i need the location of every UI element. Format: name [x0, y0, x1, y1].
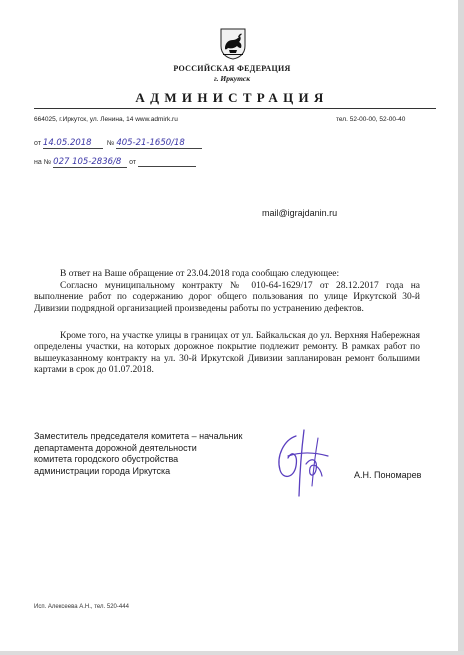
- incoming-date-blank: [138, 159, 196, 167]
- outgoing-date: 14.05.2018: [43, 138, 103, 149]
- from-label: от: [34, 140, 41, 147]
- on-from-label: от: [129, 159, 137, 166]
- on-number-label: на №: [34, 159, 52, 166]
- body-paragraph-1: В ответ на Ваше обращение от 23.04.2018 года сообщаю следующее:: [60, 269, 340, 279]
- signer-name: А.Н. Пономарев: [354, 470, 422, 480]
- executor-note: Исп. Алексеева А.Н., тел. 520-444: [34, 604, 129, 610]
- signatory-line-1: Заместитель председателя комитета – начальник: [34, 431, 243, 441]
- handwritten-signature: [266, 426, 336, 498]
- body-paragraph-2: Согласно муниципальному контракту № 010-64-1629/17 от 28.12.2017 года на выполнение работ по содержанию дорог общего пользования по улице Иркутской 30-й Дивизии подрядной организацией произведены работы по устранению дефектов.: [34, 281, 420, 314]
- outgoing-reference: [34, 138, 202, 149]
- letterhead-country: РОССИЙСКАЯ ФЕДЕРАЦИЯ: [173, 64, 291, 73]
- body-paragraph-3: Кроме того, на участке улицы в границах от ул. Байкальская до ул. Верхняя Набережная определены участки, на которых дорожное покрытие подлежит ремонту. В рамках работ по вышеуказанному контракту на ул. 30-й Иркутской Дивизии запланирован ремонт большими картами в срок до 01.07.2018.: [34, 331, 420, 376]
- number-label: №: [106, 140, 115, 147]
- scan-edge-right: [458, 0, 464, 655]
- signatory-position: [34, 431, 242, 477]
- letterhead-city: г. Иркутск: [213, 74, 251, 83]
- letterhead-address: 664025, г.Иркутск, ул. Ленина, 14 www.admirk.ru: [34, 116, 178, 123]
- scan-edge-bottom: [0, 651, 464, 655]
- signatory-line-2: департамента дорожной деятельности: [34, 442, 197, 453]
- signatory-line-4: администрации города Иркутска: [34, 465, 171, 476]
- recipient-email: mail@igrajdanin.ru: [262, 208, 338, 218]
- letterhead-organization: АДМИНИСТРАЦИЯ: [135, 90, 329, 105]
- outgoing-number: 405-21-1650/18: [116, 138, 202, 149]
- irkutsk-coat-of-arms-icon: [220, 28, 246, 60]
- header-divider: [34, 108, 436, 109]
- incoming-reference: [34, 157, 196, 168]
- incoming-number: 027 105-2836/8: [53, 157, 127, 168]
- letterhead-phone: тел. 52-00-00, 52-00-40: [336, 116, 406, 123]
- signatory-line-3: комитета городского обустройства: [34, 454, 179, 464]
